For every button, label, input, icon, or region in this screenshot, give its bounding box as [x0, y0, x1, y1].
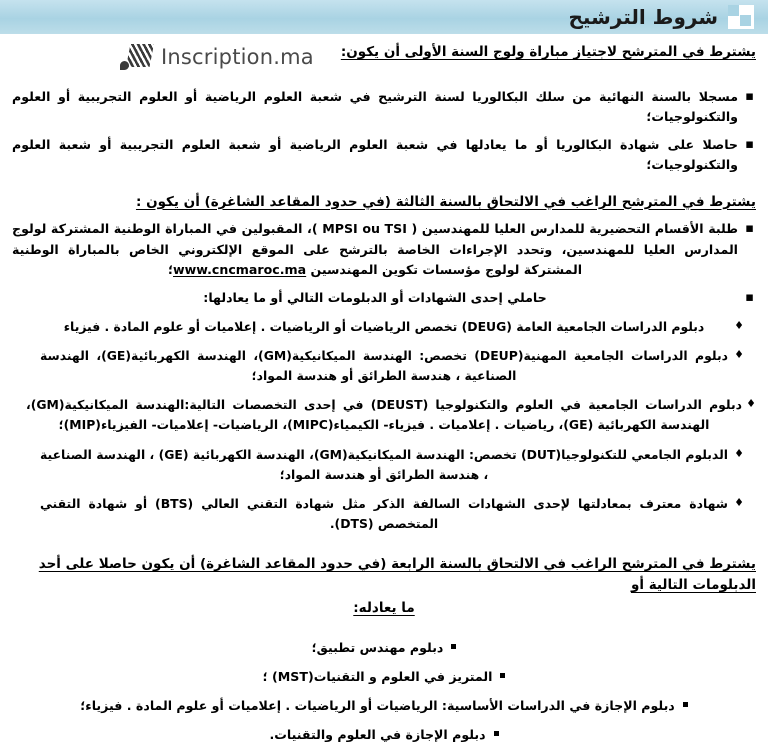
- list-item-label: دبلوم الإجازة في الدراسات الأساسية: الرياضيات أو الرياضيات . إعلاميات أو علوم المادة . فيزياء؛: [80, 697, 675, 713]
- list-item-diplomas-intro: ▪ حاملي إحدى الشهادات أو الدبلومات التالي أو ما يعادلها:: [12, 288, 756, 308]
- list-item-dut: ♦ الدبلوم الجامعي للتكنولوجيا(DUT) تخصص: الهندسة الميكانيكية(GM)، الهندسة الكهربائية (GE) ، الهندسة الصناعية ، هندسة الطرائق أو هندسة المواد؛: [12, 445, 756, 485]
- brand-name: Inscription.ma: [161, 45, 314, 69]
- list-bullet-square: [494, 731, 499, 736]
- year-one-bullet-list: [12, 87, 756, 176]
- section-heading-year-four-line1: يشترط في المترشح الراغب في الالتحاق بالسنة الرابعة (في حدود المقاعد الشاغرة) أن يكون حاصلا على أحد الدبلومات التالية أو: [38, 555, 756, 593]
- diploma-sublist: [12, 317, 756, 534]
- section-heading-year-four-line2: ما يعادله:: [353, 599, 415, 616]
- list-item: [12, 638, 756, 658]
- section-heading-year-one: يشترط في المترشح لاجتياز مباراة ولوج السنة الأولى أن يكون:: [340, 44, 756, 60]
- year-four-list: [12, 638, 756, 745]
- bracket-square-icon: [728, 5, 754, 29]
- list-item-label: دبلوم الإجازة في العلوم والتقنيات.: [269, 727, 486, 743]
- list-item-bts-dts: ♦ شهادة معترف بمعادلتها لإحدى الشهادات السالفة الذكر مثل شهادة التقني العالي (BTS) أو شهادة التقني المتخصص (DTS).: [12, 494, 756, 534]
- list-item-deust: ♦ دبلوم الدراسات الجامعية في العلوم والتكنولوجيا (DEUST) في إحدى التخصصات التالية:الهندسة الميكانيكية(GM)، الهندسة الكهربائية (GE)، رياضيات . إعلاميات . فيزياء- الكيمياء(MIPC)، الرياضيات- إعلاميات- الفيزياء(MIP)؛: [12, 395, 756, 435]
- document-body: [0, 36, 768, 745]
- list-item-deug: ♦ دبلوم الدراسات الجامعية العامة (DEUG) تخصص الرياضيات أو الرياضيات . إعلاميات أو علوم المادة . فيزياء: [12, 317, 756, 337]
- cncmaroc-link[interactable]: www.cncmaroc.ma: [173, 262, 307, 278]
- list-bullet-square: [683, 702, 688, 707]
- brand-logo: [120, 44, 314, 70]
- list-item-label: المتريز في العلوم و التقنيات(MST) ؛: [262, 668, 493, 684]
- page-title: شروط الترشيح: [568, 5, 718, 29]
- list-bullet-square: [500, 673, 505, 678]
- page-header: [0, 0, 768, 34]
- brand-and-first-heading-row: [12, 42, 756, 80]
- list-item-label: دبلوم مهندس تطبيق؛: [311, 639, 444, 655]
- section-heading-year-three: يشترط في المترشح الراغب في الالتحاق بالسنة الثالثة (في حدود المقاعد الشاغرة) أن يكون :: [135, 193, 756, 210]
- diagonal-stripes-logo-icon: [120, 44, 154, 70]
- year-three-bullet-list: [12, 219, 756, 308]
- list-item: [12, 667, 756, 687]
- list-item: ▪ مسجلا بالسنة النهائية من سلك البكالوريا لسنة الترشيح في شعبة العلوم الرياضية أو العلوم التجريبية أو العلوم والتكنولوجيات؛: [12, 87, 756, 128]
- list-item: ▪ حاصلا على شهادة البكالوريا أو ما يعادلها في شعبة العلوم الرياضية أو شعبة العلوم التجريبية أو شعبة العلوم والتكنولوجيات؛: [12, 135, 756, 176]
- list-item-deup: ♦ دبلوم الدراسات الجامعية المهنية(DEUP) تخصص: الهندسة الميكانيكية(GM)، الهندسة الكهربائية(GE)، الهندسة الصناعية ، هندسة الطرائق أو هندسة المواد؛: [12, 346, 756, 386]
- list-item-cpge: [12, 219, 756, 280]
- list-item: [12, 725, 756, 745]
- cpge-tail: ؛: [167, 262, 174, 278]
- list-bullet-square: [451, 644, 456, 649]
- cpge-text: طلبة الأقسام التحضيرية للمدارس العليا للمهندسين ( MPSI ou TSI )، المقبولين في المباراة الوطنية المشتركة لولوج المدارس العليا للمهندسين، وتحدد الإجراءات الخاصة بالترشح على الموقع الإلكتروني الخاص بالمباراة الوطنية المشتركة لولوج مؤسسات تكوين المهندسين: [12, 221, 738, 278]
- list-item: [12, 696, 756, 716]
